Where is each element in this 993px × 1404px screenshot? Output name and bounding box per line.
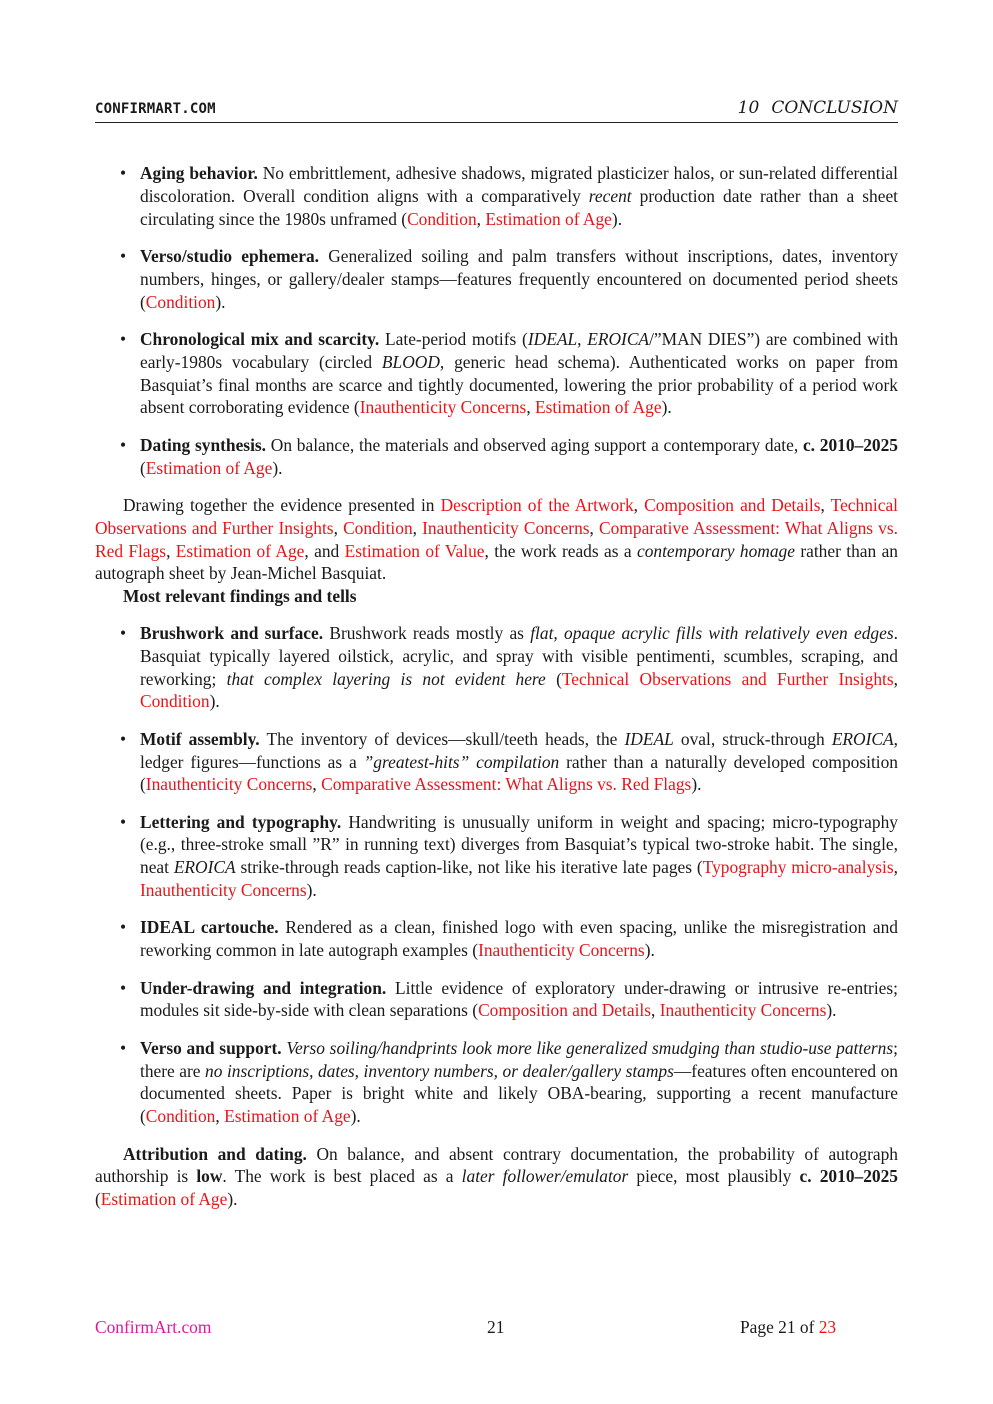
- list-item-lettering: • Lettering and typography. Handwriting is unusually uniform in weight and spacing; micro-typography (e.g., three-stroke small ”R” in running text) diverges from Basquiat’s typical two-stroke habit. The single, neat EROICA strike-through reads caption-like, not like his iterative late pages (Typography micro-analysis, Inauthenticity Concerns).: [95, 811, 898, 902]
- item-title: Dating synthesis.: [140, 434, 267, 455]
- item-title: Verso/studio ephemera.: [140, 245, 320, 266]
- paragraph-title: Attribution and dating.: [123, 1143, 307, 1164]
- bullet-list-findings: [95, 622, 898, 1128]
- ref-inauthenticity-concerns[interactable]: Inauthenticity Concerns: [359, 397, 527, 418]
- list-item-verso-support: • Verso and support. Verso soiling/handprints look more like generalized smudging than studio-use patterns; there are no inscriptions, dates, inventory numbers, or dealer/gallery stamps—features often encountered on documented sheets. Paper is bright white and likely OBA-bearing, supporting a recent manufacture (Condition, Estimation of Age).: [95, 1037, 898, 1128]
- ref-description[interactable]: Description of the Artwork: [440, 494, 634, 515]
- list-item-under-drawing: • Under-drawing and integration. Little evidence of exploratory under-drawing or intrusive re-entries; modules sit side-by-side with clean separations (Composition and Details, Inauthenticity Concerns).: [95, 977, 898, 1023]
- ref-estimation-of-age[interactable]: Estimation of Age: [485, 208, 612, 229]
- total-pages-link[interactable]: 23: [818, 1317, 837, 1337]
- list-item-aging: • Aging behavior. No embrittlement, adhesive shadows, migrated plasticizer halos, or sun-related differential discoloration. Overall condition aligns with a comparatively recent production date rather than a sheet circulating since the 1980s unframed (Condition, Estimation of Age).: [95, 162, 898, 230]
- ref-inauthenticity-concerns[interactable]: Inauthenticity Concerns: [140, 880, 307, 901]
- ref-inauthenticity-concerns[interactable]: Inauthenticity Concerns: [659, 1000, 827, 1021]
- ref-inauthenticity-concerns[interactable]: Inauthenticity Concerns: [422, 517, 590, 538]
- ref-composition[interactable]: Composition and Details: [478, 1000, 652, 1021]
- site-logo: CONFIRMART.COM: [95, 101, 216, 117]
- section-number: 10: [737, 98, 760, 118]
- ref-estimation-of-age[interactable]: Estimation of Age: [224, 1106, 351, 1127]
- section-heading: [738, 98, 898, 118]
- ref-comparative[interactable]: Comparative Assessment: What Aligns vs. Red Flags: [321, 774, 692, 795]
- item-title: Under-drawing and integration.: [140, 977, 387, 998]
- ref-inauthenticity-concerns[interactable]: Inauthenticity Concerns: [478, 940, 645, 961]
- item-title: Verso and support.: [140, 1037, 282, 1058]
- item-title: Motif assembly.: [140, 728, 260, 749]
- page-footer: [95, 1317, 898, 1339]
- ref-estimation-of-age[interactable]: Estimation of Age: [100, 1189, 228, 1210]
- ref-typography[interactable]: Typography micro-analysis: [702, 857, 894, 878]
- item-title: Brushwork and surface.: [140, 622, 324, 643]
- ref-estimation-of-age[interactable]: Estimation of Age: [535, 397, 662, 418]
- section-title: CONCLUSION: [771, 98, 898, 118]
- item-title: Chronological mix and scarcity.: [140, 328, 380, 349]
- item-title: Aging behavior.: [140, 163, 258, 183]
- ref-technical[interactable]: Technical Observations and Further Insights: [561, 668, 894, 689]
- ref-condition[interactable]: Condition: [145, 1106, 216, 1127]
- ref-technical[interactable]: Technical Observations and Further Insights: [95, 494, 898, 538]
- list-item-chronological: • Chronological mix and scarcity. Late-period motifs (IDEAL, EROICA/”MAN DIES”) are combined with early-1980s vocabulary (circled BLOOD, generic head schema). Authenticated works on paper from Basquiat’s final months are scarce and tightly documented, lowering the prior probability of a period work absent corroborating evidence (Inauthenticity Concerns, Estimation of Age).: [95, 328, 898, 419]
- ref-estimation-of-age[interactable]: Estimation of Age: [175, 540, 305, 561]
- item-title: Lettering and typography.: [140, 811, 342, 832]
- attribution-paragraph: Attribution and dating. On balance, and absent contrary documentation, the probability of autograph authorship is low. The work is best placed as a later follower/emulator piece, most plausibly c. 2010–2025 (Estimation of Age).: [95, 1143, 898, 1210]
- list-item-dating-synthesis: • Dating synthesis. On balance, the materials and observed aging support a contemporary date, c. 2010–2025 (Estimation of Age).: [95, 434, 898, 480]
- ref-composition[interactable]: Composition and Details: [644, 494, 821, 515]
- item-title: IDEAL cartouche.: [140, 917, 279, 938]
- ref-estimation-of-age[interactable]: Estimation of Age: [145, 457, 273, 478]
- bullet-list-evidence: [95, 162, 898, 479]
- ref-inauthenticity-concerns[interactable]: Inauthenticity Concerns: [145, 774, 313, 795]
- ref-comparative[interactable]: Comparative Assessment: What Aligns vs. Red Flags: [95, 517, 898, 561]
- running-header: [95, 100, 898, 123]
- page-number: 21: [487, 1317, 505, 1337]
- list-item-brushwork: • Brushwork and surface. Brushwork reads mostly as flat, opaque acrylic fills with relatively even edges. Basquiat typically layered oilstick, acrylic, and spray with visible pentimenti, scumbles, scraping, and reworking; that complex layering is not evident here (Technical Observations and Further Insights, Condition).: [95, 622, 898, 713]
- summary-paragraph: Drawing together the evidence presented in Description of the Artwork, Composition and Details, Technical Observations and Further Insights, Condition, Inauthenticity Concerns, Comparative Assessment: What Aligns vs. Red Flags, Estimation of Age, and Estimation of Value, the work reads as a contemporary homage rather than an autograph sheet by Jean-Michel Basquiat.: [95, 494, 898, 584]
- list-item-verso-ephemera: • Verso/studio ephemera. Generalized soiling and palm transfers without inscriptions, dates, inventory numbers, hinges, or gallery/dealer stamps—features frequently encountered on documented period sheets (Condition).: [95, 245, 898, 313]
- findings-heading: Most relevant findings and tells: [123, 586, 357, 607]
- ref-condition[interactable]: Condition: [407, 208, 477, 229]
- ref-condition[interactable]: Condition: [145, 291, 216, 312]
- list-item-motif-assembly: • Motif assembly. The inventory of devices—skull/teeth heads, the IDEAL oval, struck-through EROICA, ledger figures—functions as a ”greatest-hits” compilation rather than a naturally developed composition (Inauthenticity Concerns, Comparative Assessment: What Aligns vs. Red Flags).: [95, 728, 898, 796]
- ref-condition[interactable]: Condition: [140, 691, 210, 712]
- footer-site-link[interactable]: ConfirmArt.com: [95, 1317, 212, 1337]
- ref-estimation-of-value[interactable]: Estimation of Value: [344, 540, 485, 561]
- list-item-ideal-cartouche: • IDEAL cartouche. Rendered as a clean, finished logo with even spacing, unlike the misregistration and reworking common in late autograph examples (Inauthenticity Concerns).: [95, 916, 898, 962]
- page-body: [95, 162, 898, 1211]
- ref-condition[interactable]: Condition: [343, 517, 413, 538]
- page-of-total: Page 21 of 23: [740, 1317, 837, 1337]
